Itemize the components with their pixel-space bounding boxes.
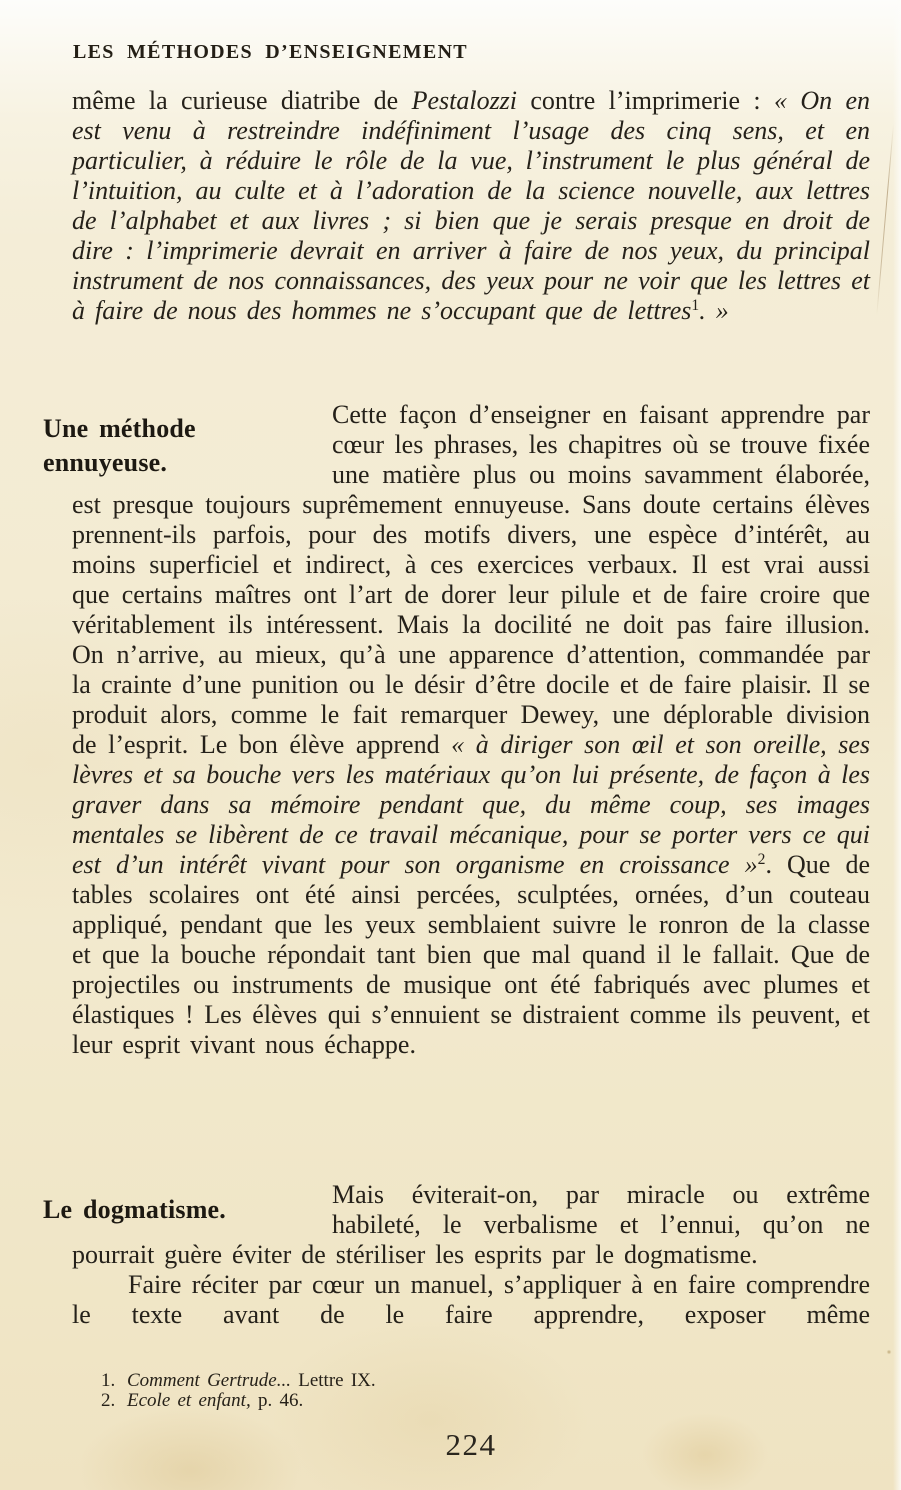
section-2-text-2: Faire réciter par cœur un manuel, s’appliquer à en faire comprendre le texte avant de le faire apprendre, exposer même — [72, 1270, 870, 1329]
scan-edge-shade — [893, 0, 901, 1490]
margin-heading-le-dogmatisme: Le dogmatisme. — [43, 1195, 226, 1224]
footnote-ref-1: 1 — [691, 297, 700, 315]
section-2-block — [72, 1180, 870, 1330]
footnote-1-number: 1. — [101, 1370, 116, 1391]
section-2-paragraph-1 — [72, 1180, 870, 1270]
footnote-1 — [101, 1371, 661, 1391]
dewey-quote: « à diriger son œil et son oreille, ses lèvres et sa bouche vers les matériaux qu’on lui présente, de façon à les graver dans sa mémoire pendant que, du même coup, ses images mentales se libèrent de ce travail mécanique, pour se porter vers ce qui est d’un intérêt vivant pour son organisme en croissance » — [72, 730, 870, 879]
footnotes — [101, 1371, 661, 1411]
intro-lead-text-2: contre l’imprimerie : — [517, 86, 774, 115]
footnote-2 — [101, 1391, 661, 1411]
section-1-paragraph — [72, 400, 870, 1060]
section-1-text: Cette façon d’enseigner en faisant apprendre par cœur les phrases, les chapitres où se trouve fixée une matière plus ou moins savamment élaborée, est presque toujours suprêmement ennuyeuse. Sans doute certains élèves prennent-ils parfois, pour des motifs divers, une espèce d’intérêt, au moins superficiel et indirect, à ces exercices verbaux. Il est vrai aussi que certains maîtres ont l’art de dorer leur pilule et de faire croire que véritablement ils intéressent. Mais la docilité ne doit pas faire illusion. On n’arrive, au mieux, qu’à une apparence d’attention, commandée par la crainte d’une punition ou le désir d’être docile et de faire plaisir. Il se produit alors, comme le fait remarquer Dewey, une déplorable division de l’esprit. Le bon élève apprend — [72, 400, 870, 759]
footnote-ref-2: 2 — [757, 851, 766, 869]
footnote-2-number: 2. — [101, 1390, 116, 1411]
section-2-paragraph-2 — [72, 1270, 870, 1330]
pestalozzi-quote-close: . » — [699, 296, 729, 325]
footnote-2-rest: p. 46. — [250, 1390, 304, 1411]
section-2-text-1: Mais éviterait-on, par miracle ou extrême habileté, le verbalisme et l’ennui, qu’on ne pourrait guère éviter de stériliser les esprits par le dogmatisme. — [72, 1180, 870, 1269]
footnote-1-rest: Lettre IX. — [290, 1370, 376, 1391]
margin-note-spacer — [72, 1180, 332, 1240]
footnote-2-title: Ecole et enfant, — [127, 1390, 251, 1411]
page-number: 224 — [445, 1427, 497, 1462]
paper-crease-mark — [876, 124, 894, 315]
running-head: LES MÉTHODES D’ENSEIGNEMENT — [73, 41, 468, 63]
section-1-text-2: . Que de tables scolaires ont été ainsi percées, sculptées, ornées, d’un couteau appliqué, pendant que les yeux semblaient suivre le ronron de la classe et que la bouche répondait tant bien que mal quand il le fallait. Que de projectiles ou instruments de musique ont été fabriqués avec plumes et élastiques ! Les élèves qui s’ennuient se distraient comme ils peuvent, et leur esprit vivant nous échappe. — [72, 850, 870, 1059]
intro-lead-text: même la curieuse diatribe de — [72, 86, 412, 115]
author-name-pestalozzi: Pestalozzi — [411, 86, 518, 115]
footnote-1-title: Comment Gertrude... — [127, 1370, 291, 1391]
margin-heading-une-methode-ennuyeuse: Une méthode ennuyeuse. — [43, 414, 196, 477]
pestalozzi-quote: « On en est venu à restreindre indéfiniment l’usage des cinq sens, et en particulier, à réduire le rôle de la vue, l’instrument le plus général de l’intuition, au culte et à l’adoration de la science nouvelle, aux lettres de l’alphabet et aux livres ; si bien que je serais presque en droit de dire : l’imprimerie devrait en arriver à faire de nos yeux, du principal instrument de nos connaissances, des yeux pour ne voir que les lettres et à faire de nous des hommes ne s’occupant que de lettres — [72, 86, 870, 325]
margin-note-spacer — [72, 400, 332, 490]
intro-paragraph — [72, 86, 870, 326]
